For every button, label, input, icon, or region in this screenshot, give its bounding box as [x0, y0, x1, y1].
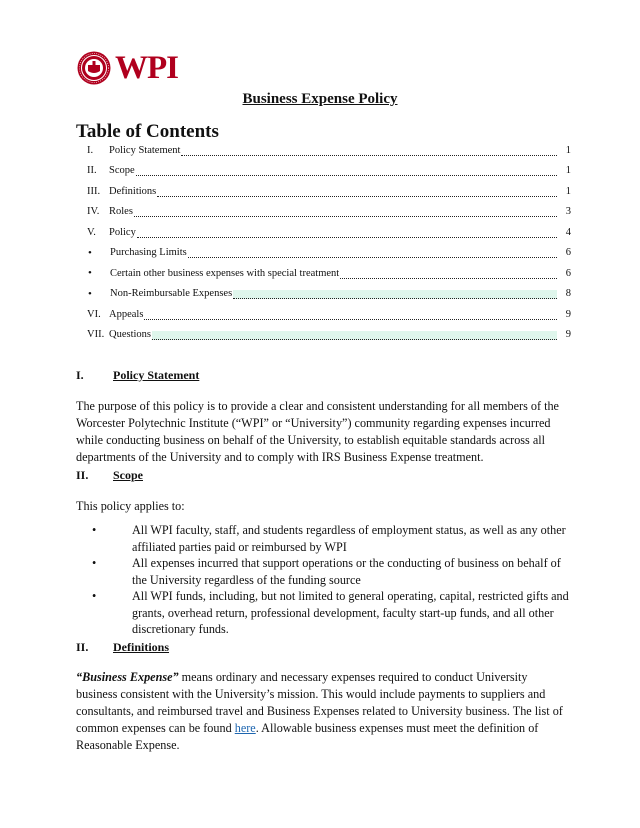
toc-marker: III. — [87, 185, 101, 197]
bullet-icon: • — [92, 523, 97, 537]
toc-leader — [134, 208, 557, 217]
list-item — [90, 588, 572, 638]
toc-label: Non-Reimbursable Expenses — [110, 288, 233, 300]
toc-entry-non-reimbursable[interactable] — [87, 284, 571, 305]
table-of-contents — [87, 140, 571, 345]
toc-entry-roles[interactable] — [87, 202, 571, 223]
common-expenses-link[interactable]: here — [234, 721, 256, 735]
section-title: Scope — [113, 468, 143, 482]
toc-leader-highlighted — [233, 290, 557, 299]
toc-page-number: 8 — [565, 288, 571, 300]
definitions-paragraph — [76, 669, 571, 754]
toc-heading: Table of Contents — [76, 121, 219, 142]
policy-statement-paragraph: The purpose of this policy is to provide a clear and consistent understanding for all members of the Worcester Polytechnic Institute (“WPI” or “University”) community regarding expenses incurred while conducting business on behalf of the University, to establish equitable standards across all departments of the University and to comply with IRS Business Expense treatment. — [76, 399, 559, 464]
toc-page-number: 9 — [565, 329, 571, 341]
toc-entry-scope[interactable] — [87, 161, 571, 182]
section-number: I. — [76, 368, 84, 382]
toc-leader — [181, 147, 557, 156]
toc-label: Appeals — [109, 308, 144, 320]
toc-leader — [340, 270, 557, 279]
toc-page-number: 3 — [565, 206, 571, 218]
logo-wordmark: WPI — [115, 50, 178, 86]
toc-label: Certain other business expenses with special treatment — [110, 267, 340, 279]
toc-page-number: 1 — [565, 144, 571, 156]
bullet-icon: • — [88, 287, 92, 300]
list-item-text: All WPI faculty, staff, and students regardless of employment status, as well as any other affiliated parties paid or reimbursed by WPI — [132, 523, 566, 554]
toc-entry-questions[interactable] — [87, 325, 571, 346]
definition-text-end: . Allowable business expenses must meet the definition of Reasonable Expense. — [76, 721, 539, 752]
wpi-logo — [77, 50, 178, 86]
toc-leader — [144, 311, 557, 320]
section-number: II. — [76, 468, 89, 482]
definition-text: means ordinary and necessary expenses required to conduct University business consistent with the University’s mission. This would include payments to suppliers and consultants, and reimbursed travel and Business Expenses related to University business. The list of common expenses can be found — [76, 670, 563, 735]
toc-leader-highlighted — [152, 331, 557, 340]
toc-entry-policy[interactable] — [87, 222, 571, 243]
toc-marker: V. — [87, 226, 96, 238]
section-title: Definitions — [113, 640, 170, 654]
toc-leader — [137, 229, 557, 238]
scope-bullet-list — [90, 522, 572, 638]
toc-entry-purchasing-limits[interactable] — [87, 243, 571, 264]
toc-marker: II. — [87, 165, 97, 177]
toc-marker: VI. — [87, 308, 101, 320]
toc-entry-policy-statement[interactable] — [87, 140, 571, 161]
list-item — [90, 555, 572, 588]
toc-page-number: 1 — [565, 185, 571, 197]
toc-label: Scope — [109, 165, 135, 177]
toc-leader — [136, 167, 557, 176]
defined-term: “Business Expense” — [76, 670, 179, 684]
wpi-seal-icon — [77, 51, 111, 85]
scope-intro: This policy applies to: — [76, 499, 185, 513]
list-item-text: All expenses incurred that support operations or the conducting of business on behalf of the University regardless of the funding source — [132, 556, 561, 587]
toc-page-number: 1 — [565, 165, 571, 177]
toc-marker: VII. — [87, 329, 105, 341]
section-title: Policy Statement — [113, 368, 200, 382]
bullet-icon: • — [88, 246, 92, 259]
toc-entry-appeals[interactable] — [87, 304, 571, 325]
toc-page-number: 6 — [565, 247, 571, 259]
bullet-icon: • — [88, 267, 92, 280]
toc-page-number: 6 — [565, 267, 571, 279]
toc-entry-definitions[interactable] — [87, 181, 571, 202]
section-heading-policy-statement — [76, 368, 199, 383]
list-item-text: All WPI funds, including, but not limited to general operating, capital, restricted gifts and grants, overhead return, professional development, faculty start-up funds, and all other discretionary funds. — [132, 589, 569, 636]
page-title: Business Expense Policy — [242, 91, 398, 107]
section-heading-scope — [76, 468, 143, 483]
toc-marker: I. — [87, 144, 94, 156]
toc-leader — [157, 188, 557, 197]
list-item — [90, 522, 572, 555]
section-heading-definitions — [76, 640, 169, 655]
section-number: II. — [76, 640, 89, 654]
toc-leader — [188, 249, 557, 258]
toc-label: Roles — [109, 206, 133, 218]
toc-page-number: 9 — [565, 308, 571, 320]
bullet-icon: • — [92, 556, 97, 570]
toc-entry-special-treatment[interactable] — [87, 263, 571, 284]
bullet-icon: • — [92, 589, 97, 603]
toc-page-number: 4 — [565, 226, 571, 238]
toc-label: Definitions — [109, 185, 157, 197]
toc-label: Policy — [109, 226, 136, 238]
toc-label: Purchasing Limits — [110, 247, 187, 259]
toc-marker: IV. — [87, 206, 100, 218]
toc-label: Questions — [109, 329, 151, 341]
toc-label: Policy Statement — [109, 144, 181, 156]
